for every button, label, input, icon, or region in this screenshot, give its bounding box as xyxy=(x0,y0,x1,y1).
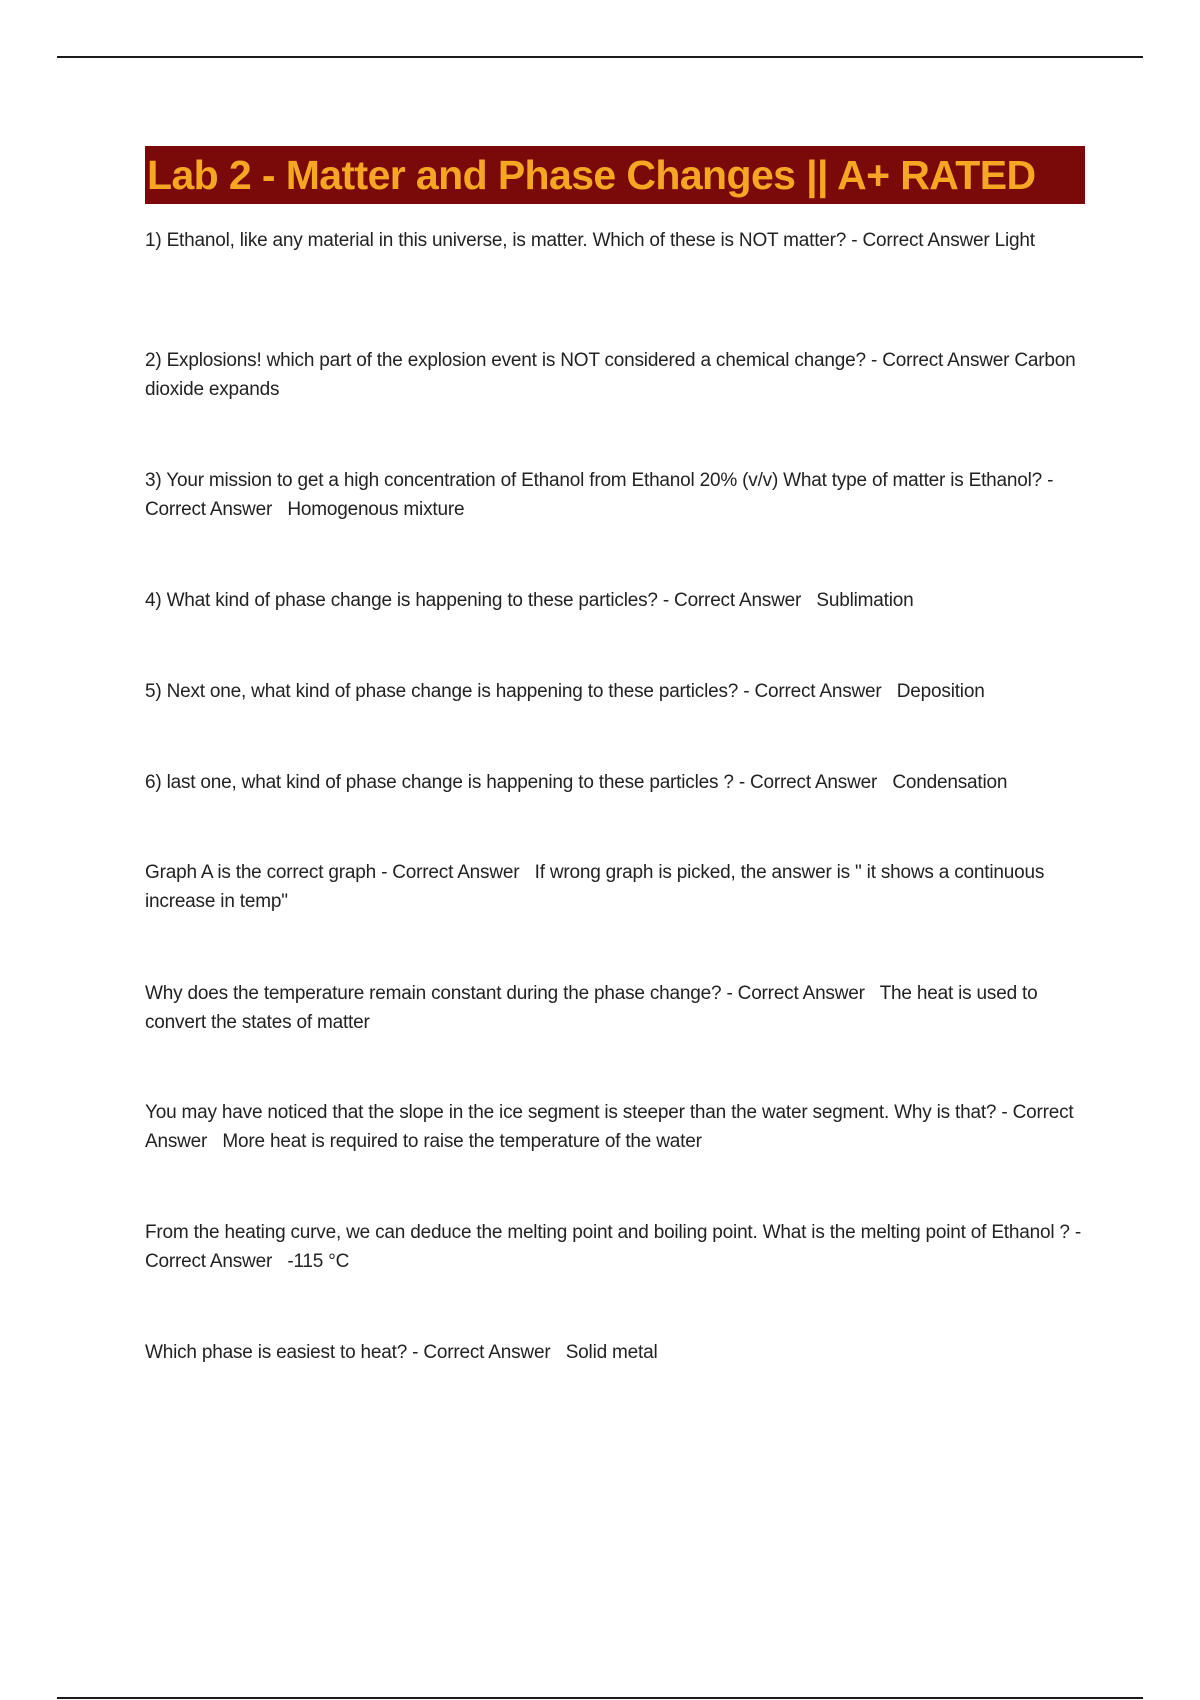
qa-item: 1) Ethanol, like any material in this universe, is matter. Which of these is NOT matter? - Correct Answer Light xyxy=(145,230,1035,251)
question-text: Graph A is the correct graph xyxy=(145,862,376,883)
answer-label: Correct Answer xyxy=(750,772,878,793)
answer-label: Correct Answer xyxy=(674,590,802,611)
qa-item: 6) last one, what kind of phase change is happening to these particles ? - Correct Answer Condensation xyxy=(145,772,1008,793)
answer-text: Homogenous mixture xyxy=(287,499,465,520)
question-text: Why does the temperature remain constant during the phase change? xyxy=(145,983,722,1004)
answer-text: If wrong graph is picked, the answer is " it shows a continuous increase in temp" xyxy=(145,862,1045,912)
qa-item: You may have noticed that the slope in the ice segment is steeper than the water segment. Why is that? - Correct Answer More heat is required to raise the temperature of the water xyxy=(145,1102,1074,1152)
answer-label: Correct Answer xyxy=(754,681,882,702)
answer-label: Correct Answer xyxy=(862,230,990,251)
answer-text: Carbon dioxide expands xyxy=(145,350,1076,400)
answer-text: Light xyxy=(994,230,1035,251)
qa-item: 5) Next one, what kind of phase change is happening to these particles? - Correct Answer Deposition xyxy=(145,681,985,702)
top-rule xyxy=(57,56,1143,58)
question-text: From the heating curve, we can deduce the melting point and boiling point. What is the melting point of Ethanol ? xyxy=(145,1222,1070,1243)
qa-item: Graph A is the correct graph - Correct Answer If wrong graph is picked, the answer is " it shows a continuous increase in temp" xyxy=(145,862,1045,912)
document-title: Lab 2 - Matter and Phase Changes || A+ RATED xyxy=(147,152,1036,198)
answer-label: Correct Answer xyxy=(392,862,520,883)
qa-item: 2) Explosions! which part of the explosion event is NOT considered a chemical change? - Correct Answer Carbon dioxide expands xyxy=(145,350,1076,400)
qa-item: 4) What kind of phase change is happening to these particles? - Correct Answer Sublimation xyxy=(145,590,914,611)
answer-text: Solid metal xyxy=(565,1342,658,1363)
answer-text: Deposition xyxy=(896,681,985,702)
answer-text: More heat is required to raise the temperature of the water xyxy=(222,1131,702,1152)
question-text: 1) Ethanol, like any material in this universe, is matter. Which of these is NOT matter? xyxy=(145,230,847,251)
answer-label: Correct Answer xyxy=(423,1342,551,1363)
qa-item: Why does the temperature remain constant during the phase change? - Correct Answer The heat is used to convert the states of matter xyxy=(145,983,1038,1033)
answer-label: Correct Answer xyxy=(737,983,865,1004)
answer-text: The heat is used to convert the states of matter xyxy=(145,983,1038,1033)
answer-text: -115 °C xyxy=(287,1251,350,1272)
title-banner xyxy=(145,146,1085,204)
question-text: 5) Next one, what kind of phase change is happening to these particles? xyxy=(145,681,739,702)
question-text: 3) Your mission to get a high concentration of Ethanol from Ethanol 20% (v/v) What type of matter is Ethanol? xyxy=(145,470,1043,491)
question-text: Which phase is easiest to heat? xyxy=(145,1342,408,1363)
answer-label: Correct Answer xyxy=(145,499,273,520)
answer-text: Condensation xyxy=(892,772,1008,793)
qa-item: 3) Your mission to get a high concentration of Ethanol from Ethanol 20% (v/v) What type of matter is Ethanol? - Correct Answer Homogenous mixture xyxy=(145,470,1054,520)
question-text: 6) last one, what kind of phase change is happening to these particles ? xyxy=(145,772,734,793)
answer-label: Correct Answer xyxy=(882,350,1010,371)
answer-text: Sublimation xyxy=(816,590,914,611)
bottom-rule xyxy=(57,1697,1143,1699)
question-text: You may have noticed that the slope in the ice segment is steeper than the water segment. Why is that? xyxy=(145,1102,997,1123)
answer-label: Correct Answer xyxy=(145,1251,273,1272)
qa-item: From the heating curve, we can deduce the melting point and boiling point. What is the melting point of Ethanol ? - Correct Answer -115 °C xyxy=(145,1222,1082,1272)
question-text: 4) What kind of phase change is happening to these particles? xyxy=(145,590,658,611)
qa-item: Which phase is easiest to heat? - Correct Answer Solid metal xyxy=(145,1342,658,1363)
question-text: 2) Explosions! which part of the explosion event is NOT considered a chemical change? xyxy=(145,350,866,371)
answer-label: Correct Answer xyxy=(145,1102,1074,1152)
